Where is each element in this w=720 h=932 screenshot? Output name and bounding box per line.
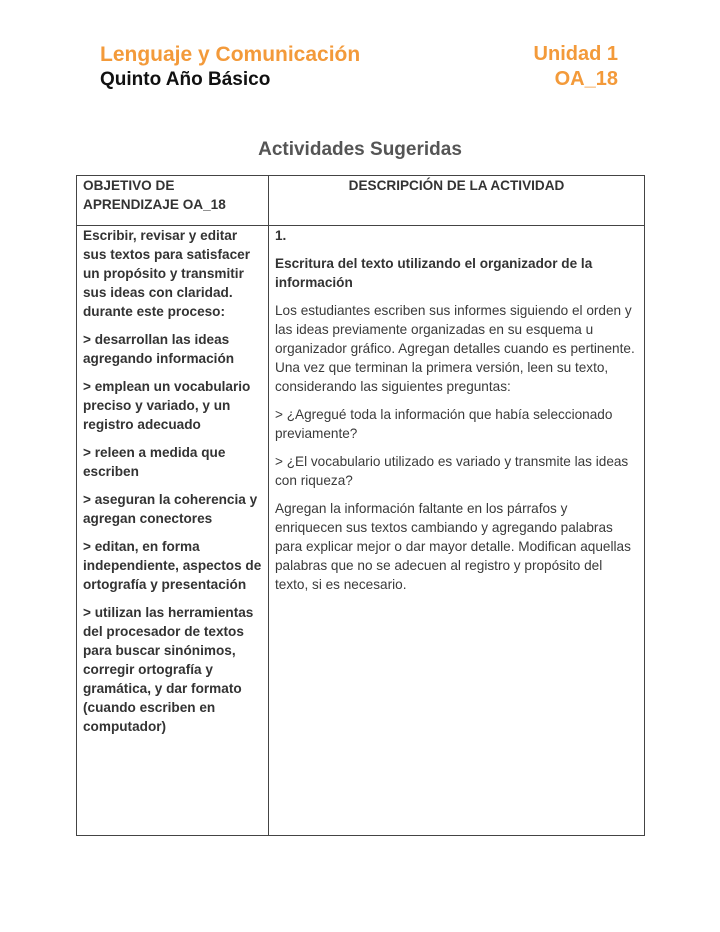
activity-title: Escritura del texto utilizando el organizador de la información xyxy=(275,256,593,290)
activity-question: > ¿Agregué toda la información que había seleccionado previamente? xyxy=(275,407,613,441)
unit-label: Unidad 1 xyxy=(533,43,618,65)
objective-item: > releen a medida que escriben xyxy=(83,445,226,479)
description-cell xyxy=(269,226,645,836)
activity-number: 1. xyxy=(275,228,287,243)
objective-intro: Escribir, revisar y editar sus textos para satisfacer un propósito y transmitir sus ideas con claridad. durante este proceso: xyxy=(83,228,250,319)
column-header-objective: OBJETIVO DE APRENDIZAJE OA_18 xyxy=(77,176,269,226)
objective-item: > desarrollan las ideas agregando información xyxy=(83,332,235,366)
grade-level: Quinto Año Básico xyxy=(100,69,271,90)
objective-item: > emplean un vocabulario preciso y variado, y un registro adecuado xyxy=(83,379,251,432)
activity-paragraph: Agregan la información faltante en los párrafos y enriquecen sus textos cambiando y agregando palabras para explicar mejor o dar mayor detalle. Modifican aquellas palabras que no se adecuen al registro y propósito del texto, si es necesario. xyxy=(275,501,631,592)
header-right xyxy=(534,42,618,92)
objective-item: > utilizan las herramientas del procesador de textos para buscar sinónimos, corregir ortografía y gramática, y dar formato (cuando escriben en computador) xyxy=(83,605,254,734)
objective-item: > aseguran la coherencia y agregan conectores xyxy=(83,492,258,526)
table-row xyxy=(77,226,645,836)
section-title: Actividades Sugeridas xyxy=(258,139,462,160)
subject-title: Lenguaje y Comunicación xyxy=(100,43,361,66)
objective-cell xyxy=(77,226,269,836)
activities-table xyxy=(76,175,645,836)
page-header xyxy=(100,42,618,98)
column-header-description: DESCRIPCIÓN DE LA ACTIVIDAD xyxy=(269,176,645,226)
oa-code: OA_18 xyxy=(554,68,618,90)
header-left xyxy=(100,42,360,92)
objective-item: > editan, en forma independiente, aspectos de ortografía y presentación xyxy=(83,539,262,592)
activity-paragraph: Los estudiantes escriben sus informes siguiendo el orden y las ideas previamente organizadas en su esquema u organizador gráfico. Agregan detalles cuando es pertinente. Una vez que terminan la primera versión, leen su texto, considerando las siguientes preguntas: xyxy=(275,303,635,394)
activity-question: > ¿El vocabulario utilizado es variado y transmite las ideas con riqueza? xyxy=(275,454,629,488)
table-header-row xyxy=(77,176,645,226)
